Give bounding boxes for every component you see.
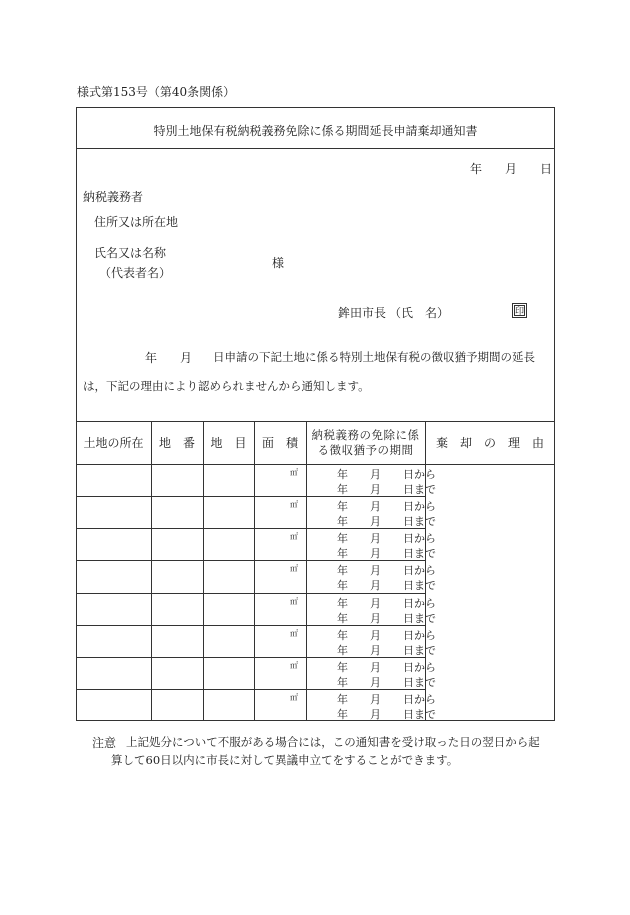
- period-from: 年 月 日から: [337, 468, 436, 481]
- row-divider: [76, 625, 425, 626]
- note-line-1: 上記処分について不服がある場合には，この通知書を受け取った日の翌日から起: [126, 735, 540, 749]
- representative-label: （代表者名）: [99, 266, 172, 280]
- col-divider-2: [203, 421, 204, 721]
- area-unit: ㎡: [290, 692, 298, 702]
- issuer-title: 鉾田市長: [338, 306, 387, 320]
- date-day: 日: [540, 162, 553, 176]
- form-number: 様式第153号（第40条関係）: [77, 85, 236, 99]
- honorific: 様: [272, 256, 285, 270]
- header-location: 土地の所在: [83, 436, 144, 450]
- document-title: 特別土地保有税納税義務免除に係る期間延長申請棄却通知書: [153, 124, 478, 138]
- body-year: 年: [145, 351, 158, 365]
- area-unit: ㎡: [290, 596, 298, 606]
- name-label: 氏名又は名称: [94, 246, 167, 260]
- period-to: 年 月 日まで: [337, 579, 436, 593]
- date-year: 年: [470, 162, 483, 176]
- address-label: 住所又は所在地: [94, 215, 179, 229]
- body-line-1: 日申請の下記土地に係る特別土地保有税の徴収猶予期間の延長: [213, 350, 535, 364]
- row-divider: [76, 528, 425, 529]
- period-from: 年 月 日から: [337, 692, 436, 706]
- header-reason: 棄 却 の 理 由: [435, 436, 544, 450]
- area-unit: ㎡: [290, 500, 298, 510]
- note-line-2: 算して60日以内に市長に対して異議申立てをすることができます。: [111, 753, 459, 767]
- period-to: 年 月 日まで: [337, 611, 436, 625]
- body-line-2: は，下記の理由により認められませんから通知します。: [83, 379, 370, 393]
- header-land-category: 地 目: [210, 436, 247, 450]
- period-to: 年 月 日まで: [337, 707, 436, 721]
- period-from: 年 月 日から: [337, 500, 436, 514]
- header-area: 面 積: [261, 436, 298, 450]
- area-unit: ㎡: [290, 628, 298, 638]
- header-period: 納税義務の免除に係る徴収猶予の期間: [311, 427, 420, 457]
- row-divider: [76, 496, 425, 497]
- period-from: 年 月 日から: [337, 596, 436, 610]
- col-divider-4: [306, 421, 307, 721]
- period-from: 年 月 日から: [337, 628, 436, 642]
- row-divider: [76, 560, 425, 561]
- date-month: 月: [505, 162, 518, 176]
- area-unit: ㎡: [290, 532, 298, 542]
- row-divider: [76, 593, 425, 594]
- seal-mark: 印: [515, 307, 525, 317]
- period-from: 年 月 日から: [337, 660, 436, 674]
- row-divider: [76, 657, 425, 658]
- period-to: 年 月 日まで: [337, 547, 436, 561]
- col-divider-3: [254, 421, 255, 721]
- header-lot-number: 地 番: [158, 436, 195, 450]
- area-unit: ㎡: [290, 660, 298, 670]
- col-divider-1: [151, 421, 152, 721]
- note-label: 注意: [92, 736, 117, 750]
- table-header-bottom: [76, 464, 555, 465]
- form-frame: [76, 107, 555, 721]
- taxpayer-heading: 納税義務者: [83, 190, 144, 204]
- period-to: 年 月 日まで: [337, 515, 436, 529]
- period-from: 年 月 日から: [337, 532, 436, 546]
- issuer-name-placeholder: （氏 名）: [389, 306, 450, 320]
- period-to: 年 月 日まで: [337, 483, 436, 496]
- period-from: 年 月 日から: [337, 564, 436, 578]
- period-to: 年 月 日まで: [337, 675, 436, 689]
- title-divider: [76, 148, 555, 149]
- area-unit: ㎡: [290, 468, 298, 477]
- period-to: 年 月 日まで: [337, 643, 436, 657]
- area-unit: ㎡: [290, 564, 298, 574]
- row-divider: [76, 689, 425, 690]
- seal-box: [512, 303, 527, 318]
- body-month: 月: [180, 351, 193, 365]
